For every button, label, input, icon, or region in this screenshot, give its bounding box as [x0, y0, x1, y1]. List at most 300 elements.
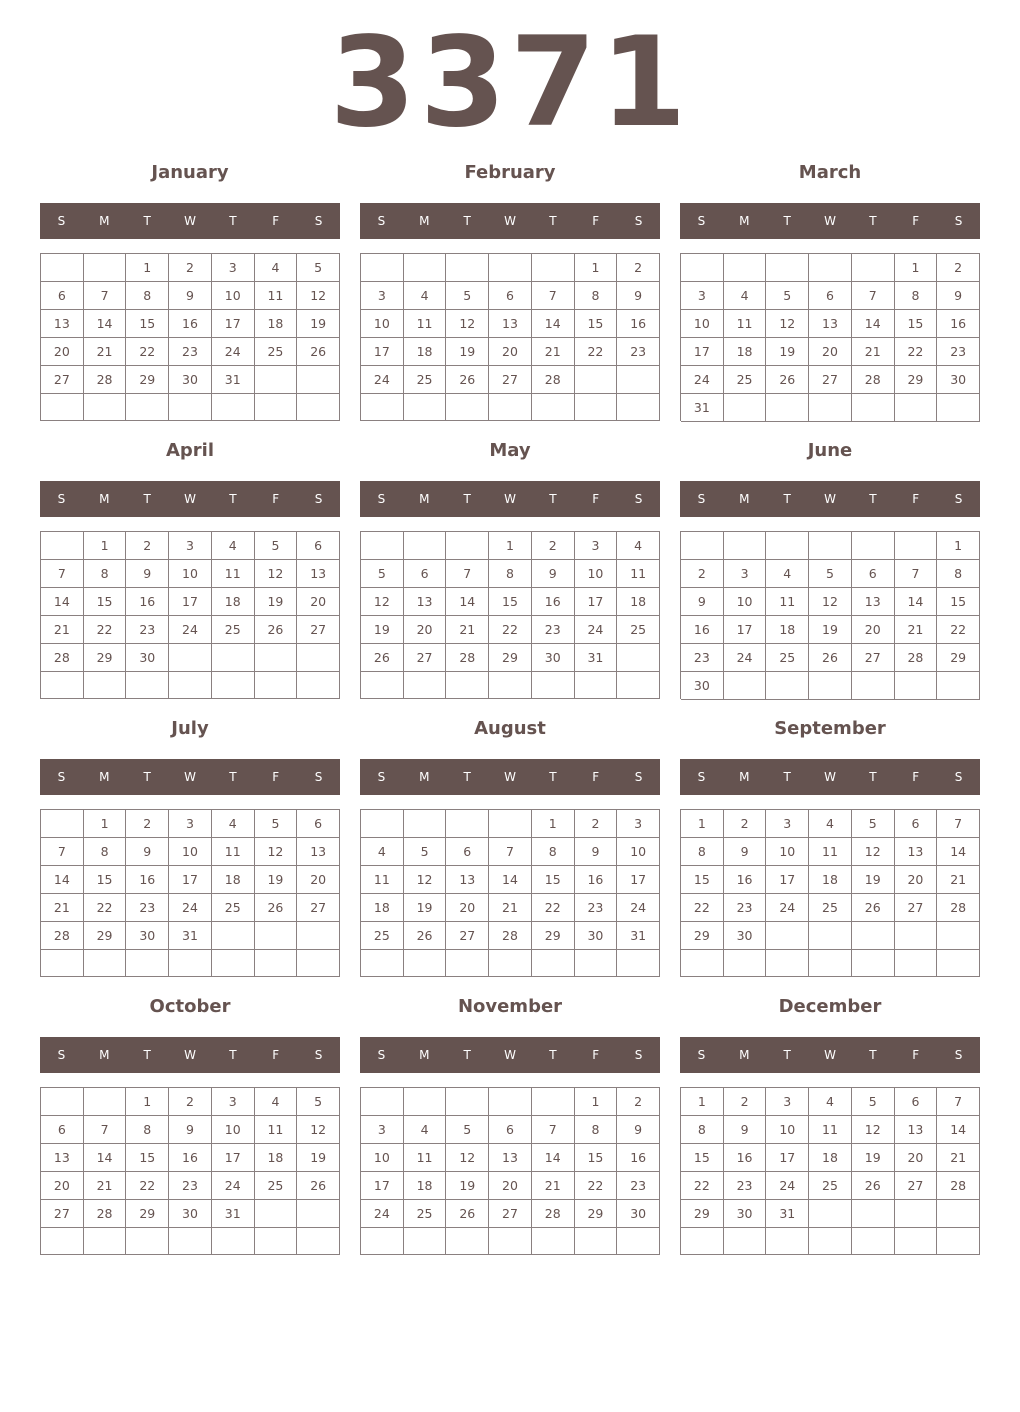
day-grid — [40, 531, 340, 699]
weekday-label: T — [783, 214, 791, 228]
day-cell: 26 — [446, 1200, 489, 1228]
empty-cell — [41, 1088, 84, 1116]
day-cell: 30 — [126, 644, 169, 672]
weekday-header — [360, 1037, 660, 1073]
day-cell: 29 — [84, 644, 127, 672]
day-cell: 8 — [681, 1116, 724, 1144]
empty-cell — [575, 366, 618, 394]
empty-cell — [809, 532, 852, 560]
weekday-label: T — [463, 1048, 471, 1062]
day-cell: 7 — [446, 560, 489, 588]
weekday-label: T — [783, 492, 791, 506]
day-cell: 2 — [724, 1088, 767, 1116]
day-cell: 7 — [895, 560, 938, 588]
day-cell: 30 — [724, 1200, 767, 1228]
day-cell: 13 — [41, 310, 84, 338]
empty-cell — [937, 1200, 980, 1228]
day-cell: 29 — [895, 366, 938, 394]
empty-cell — [446, 810, 489, 838]
weekday-label: S — [954, 770, 963, 784]
weekday-label: T — [549, 492, 557, 506]
day-cell: 27 — [895, 1172, 938, 1200]
empty-cell — [212, 644, 255, 672]
day-cell: 19 — [446, 338, 489, 366]
empty-cell — [809, 254, 852, 282]
day-cell: 18 — [255, 1144, 298, 1172]
day-cell: 15 — [532, 866, 575, 894]
empty-cell — [575, 672, 618, 699]
day-cell: 4 — [809, 810, 852, 838]
day-cell: 21 — [532, 1172, 575, 1200]
weekday-label: F — [912, 1048, 920, 1062]
day-cell: 20 — [489, 1172, 532, 1200]
day-cell: 30 — [724, 922, 767, 950]
weekday-label: T — [783, 1048, 791, 1062]
day-cell: 22 — [681, 894, 724, 922]
empty-cell — [809, 1200, 852, 1228]
day-cell: 24 — [212, 338, 255, 366]
empty-cell — [404, 254, 447, 282]
day-cell: 8 — [895, 282, 938, 310]
empty-cell — [809, 922, 852, 950]
day-cell: 24 — [169, 616, 212, 644]
day-cell: 21 — [489, 894, 532, 922]
weekday-label: T — [143, 1048, 151, 1062]
day-cell: 28 — [532, 366, 575, 394]
day-cell: 1 — [489, 532, 532, 560]
weekday-label: W — [824, 492, 836, 506]
empty-cell — [446, 672, 489, 699]
day-cell: 6 — [895, 810, 938, 838]
day-cell: 9 — [681, 588, 724, 616]
day-cell: 10 — [169, 838, 212, 866]
day-grid — [40, 253, 340, 421]
day-cell: 9 — [126, 560, 169, 588]
weekday-label: F — [272, 214, 280, 228]
day-cell: 4 — [724, 282, 767, 310]
empty-cell — [724, 1228, 767, 1255]
weekday-label: W — [824, 214, 836, 228]
weekday-label: T — [783, 770, 791, 784]
day-cell: 14 — [41, 866, 84, 894]
weekday-label: S — [954, 214, 963, 228]
day-cell: 11 — [361, 866, 404, 894]
day-cell: 11 — [404, 310, 447, 338]
day-cell: 15 — [681, 1144, 724, 1172]
day-cell: 12 — [361, 588, 404, 616]
day-cell: 11 — [404, 1144, 447, 1172]
year-title: 3371 — [329, 11, 691, 155]
day-cell: 25 — [724, 366, 767, 394]
month-title: July — [171, 718, 209, 739]
day-cell: 17 — [575, 588, 618, 616]
empty-cell — [766, 394, 809, 422]
empty-cell — [681, 254, 724, 282]
day-cell: 9 — [575, 838, 618, 866]
day-cell: 5 — [809, 560, 852, 588]
day-grid — [680, 531, 980, 699]
day-cell: 26 — [255, 894, 298, 922]
day-cell: 22 — [84, 894, 127, 922]
day-cell: 14 — [852, 310, 895, 338]
empty-cell — [937, 672, 980, 700]
day-cell: 2 — [937, 254, 980, 282]
empty-cell — [41, 1228, 84, 1255]
empty-cell — [255, 1200, 298, 1228]
day-cell: 3 — [617, 810, 660, 838]
weekday-label: F — [592, 1048, 600, 1062]
day-cell: 13 — [895, 838, 938, 866]
empty-cell — [361, 1088, 404, 1116]
weekday-label: S — [634, 492, 643, 506]
day-cell: 6 — [895, 1088, 938, 1116]
weekday-label: S — [377, 770, 386, 784]
day-cell: 31 — [681, 394, 724, 422]
day-cell: 17 — [361, 1172, 404, 1200]
empty-cell — [532, 254, 575, 282]
day-cell: 1 — [937, 532, 980, 560]
day-cell: 21 — [41, 616, 84, 644]
day-cell: 18 — [404, 338, 447, 366]
weekday-label: S — [377, 1048, 386, 1062]
day-cell: 18 — [724, 338, 767, 366]
empty-cell — [361, 950, 404, 977]
day-cell: 17 — [361, 338, 404, 366]
empty-cell — [852, 922, 895, 950]
empty-cell — [297, 672, 340, 699]
empty-cell — [361, 254, 404, 282]
empty-cell — [809, 950, 852, 977]
empty-cell — [361, 532, 404, 560]
empty-cell — [617, 394, 660, 421]
weekday-label: T — [869, 770, 877, 784]
empty-cell — [617, 950, 660, 977]
empty-cell — [766, 922, 809, 950]
day-cell: 29 — [84, 922, 127, 950]
day-grid — [360, 809, 660, 977]
day-cell: 20 — [404, 616, 447, 644]
empty-cell — [255, 644, 298, 672]
empty-cell — [489, 1088, 532, 1116]
day-cell: 25 — [212, 616, 255, 644]
weekday-label: S — [377, 492, 386, 506]
day-cell: 2 — [532, 532, 575, 560]
day-cell: 6 — [852, 560, 895, 588]
day-cell: 4 — [404, 1116, 447, 1144]
empty-cell — [681, 950, 724, 977]
day-cell: 4 — [212, 532, 255, 560]
empty-cell — [169, 394, 212, 421]
weekday-label: M — [739, 492, 750, 506]
empty-cell — [489, 672, 532, 699]
day-cell: 22 — [126, 1172, 169, 1200]
empty-cell — [766, 254, 809, 282]
weekday-label: W — [824, 1048, 836, 1062]
day-cell: 13 — [852, 588, 895, 616]
day-cell: 13 — [446, 866, 489, 894]
day-cell: 17 — [169, 588, 212, 616]
day-cell: 15 — [84, 866, 127, 894]
day-cell: 23 — [169, 338, 212, 366]
day-cell: 2 — [681, 560, 724, 588]
empty-cell — [937, 950, 980, 977]
day-cell: 14 — [532, 310, 575, 338]
day-cell: 20 — [41, 1172, 84, 1200]
day-cell: 30 — [681, 672, 724, 700]
empty-cell — [681, 532, 724, 560]
day-cell: 15 — [895, 310, 938, 338]
day-cell: 11 — [766, 588, 809, 616]
day-cell: 29 — [937, 644, 980, 672]
empty-cell — [724, 950, 767, 977]
day-cell: 31 — [169, 922, 212, 950]
day-cell: 19 — [404, 894, 447, 922]
day-cell: 3 — [575, 532, 618, 560]
weekday-label: M — [419, 1048, 430, 1062]
empty-cell — [937, 394, 980, 422]
day-cell: 25 — [255, 338, 298, 366]
day-cell: 22 — [895, 338, 938, 366]
weekday-label: S — [954, 492, 963, 506]
day-cell: 7 — [84, 1116, 127, 1144]
day-cell: 5 — [852, 810, 895, 838]
day-cell: 27 — [489, 1200, 532, 1228]
day-cell: 3 — [169, 810, 212, 838]
day-cell: 22 — [937, 616, 980, 644]
day-cell: 13 — [297, 560, 340, 588]
weekday-label: W — [504, 214, 516, 228]
weekday-label: W — [504, 1048, 516, 1062]
empty-cell — [404, 672, 447, 699]
weekday-label: M — [739, 770, 750, 784]
empty-cell — [446, 1228, 489, 1255]
day-cell: 4 — [809, 1088, 852, 1116]
day-cell: 27 — [41, 1200, 84, 1228]
weekday-label: S — [697, 1048, 706, 1062]
empty-cell — [255, 366, 298, 394]
empty-cell — [575, 394, 618, 421]
day-cell: 28 — [84, 1200, 127, 1228]
day-grid — [680, 1087, 980, 1255]
day-cell: 23 — [575, 894, 618, 922]
day-cell: 2 — [126, 532, 169, 560]
month-title: November — [457, 996, 563, 1017]
day-cell: 16 — [126, 866, 169, 894]
empty-cell — [212, 394, 255, 421]
day-grid — [360, 253, 660, 421]
day-cell: 13 — [297, 838, 340, 866]
empty-cell — [617, 644, 660, 672]
empty-cell — [937, 922, 980, 950]
day-cell: 29 — [489, 644, 532, 672]
day-cell: 4 — [617, 532, 660, 560]
day-cell: 3 — [212, 254, 255, 282]
empty-cell — [895, 1200, 938, 1228]
day-cell: 5 — [297, 254, 340, 282]
day-cell: 5 — [852, 1088, 895, 1116]
empty-cell — [84, 950, 127, 977]
day-cell: 12 — [446, 1144, 489, 1172]
day-cell: 4 — [212, 810, 255, 838]
day-cell: 14 — [446, 588, 489, 616]
empty-cell — [126, 672, 169, 699]
day-cell: 7 — [41, 838, 84, 866]
weekday-label: S — [954, 1048, 963, 1062]
weekday-label: T — [463, 492, 471, 506]
day-cell: 19 — [297, 1144, 340, 1172]
month-title: April — [165, 440, 215, 461]
day-cell: 9 — [532, 560, 575, 588]
day-cell: 10 — [724, 588, 767, 616]
weekday-label: T — [229, 492, 237, 506]
weekday-label: M — [419, 492, 430, 506]
weekday-header — [360, 759, 660, 795]
day-cell: 1 — [532, 810, 575, 838]
weekday-label: W — [184, 214, 196, 228]
empty-cell — [169, 672, 212, 699]
empty-cell — [361, 810, 404, 838]
day-cell: 23 — [724, 1172, 767, 1200]
weekday-label: S — [314, 214, 323, 228]
weekday-label: S — [377, 214, 386, 228]
day-cell: 28 — [489, 922, 532, 950]
day-cell: 22 — [575, 338, 618, 366]
day-cell: 21 — [41, 894, 84, 922]
day-cell: 2 — [575, 810, 618, 838]
day-cell: 19 — [255, 866, 298, 894]
empty-cell — [852, 532, 895, 560]
day-cell: 2 — [126, 810, 169, 838]
day-cell: 21 — [532, 338, 575, 366]
day-cell: 31 — [766, 1200, 809, 1228]
empty-cell — [126, 394, 169, 421]
day-cell: 18 — [212, 588, 255, 616]
day-cell: 7 — [852, 282, 895, 310]
weekday-label: T — [549, 214, 557, 228]
day-cell: 10 — [575, 560, 618, 588]
day-cell: 5 — [297, 1088, 340, 1116]
weekday-label: F — [272, 1048, 280, 1062]
empty-cell — [41, 810, 84, 838]
weekday-label: M — [739, 1048, 750, 1062]
day-cell: 6 — [297, 532, 340, 560]
day-cell: 14 — [937, 1116, 980, 1144]
empty-cell — [255, 922, 298, 950]
day-cell: 26 — [404, 922, 447, 950]
day-cell: 7 — [937, 1088, 980, 1116]
day-cell: 21 — [84, 338, 127, 366]
day-cell: 17 — [681, 338, 724, 366]
day-cell: 25 — [766, 644, 809, 672]
month-title: October — [149, 996, 231, 1017]
empty-cell — [852, 254, 895, 282]
day-cell: 15 — [489, 588, 532, 616]
day-cell: 25 — [404, 1200, 447, 1228]
day-cell: 26 — [255, 616, 298, 644]
day-cell: 27 — [895, 894, 938, 922]
day-cell: 14 — [937, 838, 980, 866]
day-cell: 16 — [575, 866, 618, 894]
weekday-label: M — [419, 770, 430, 784]
weekday-header — [680, 1037, 980, 1073]
weekday-label: M — [419, 214, 430, 228]
day-cell: 20 — [297, 588, 340, 616]
weekday-header — [360, 481, 660, 517]
day-cell: 26 — [446, 366, 489, 394]
day-cell: 26 — [852, 894, 895, 922]
weekday-label: T — [143, 214, 151, 228]
day-cell: 21 — [84, 1172, 127, 1200]
weekday-header — [360, 203, 660, 239]
day-cell: 10 — [361, 310, 404, 338]
day-cell: 2 — [617, 1088, 660, 1116]
empty-cell — [895, 1228, 938, 1255]
weekday-label: T — [229, 214, 237, 228]
day-cell: 23 — [126, 894, 169, 922]
day-cell: 24 — [766, 1172, 809, 1200]
empty-cell — [809, 672, 852, 700]
empty-cell — [852, 1200, 895, 1228]
weekday-label: S — [634, 1048, 643, 1062]
weekday-label: W — [184, 770, 196, 784]
day-cell: 27 — [852, 644, 895, 672]
empty-cell — [446, 950, 489, 977]
empty-cell — [255, 1228, 298, 1255]
empty-cell — [617, 366, 660, 394]
day-cell: 1 — [575, 254, 618, 282]
weekday-label: S — [697, 214, 706, 228]
empty-cell — [532, 1228, 575, 1255]
day-cell: 9 — [617, 282, 660, 310]
day-cell: 25 — [809, 894, 852, 922]
weekday-header — [40, 481, 340, 517]
empty-cell — [532, 394, 575, 421]
day-cell: 25 — [617, 616, 660, 644]
empty-cell — [766, 532, 809, 560]
empty-cell — [404, 1088, 447, 1116]
weekday-label: T — [869, 214, 877, 228]
day-cell: 28 — [446, 644, 489, 672]
month-title: February — [464, 162, 556, 183]
day-cell: 23 — [681, 644, 724, 672]
empty-cell — [575, 1228, 618, 1255]
empty-cell — [852, 394, 895, 422]
day-cell: 5 — [361, 560, 404, 588]
day-cell: 1 — [126, 254, 169, 282]
empty-cell — [489, 394, 532, 421]
empty-cell — [361, 672, 404, 699]
day-cell: 18 — [404, 1172, 447, 1200]
empty-cell — [895, 950, 938, 977]
empty-cell — [255, 394, 298, 421]
day-cell: 24 — [724, 644, 767, 672]
day-cell: 31 — [212, 1200, 255, 1228]
day-cell: 14 — [489, 866, 532, 894]
day-cell: 16 — [617, 1144, 660, 1172]
day-cell: 14 — [532, 1144, 575, 1172]
day-cell: 28 — [41, 644, 84, 672]
day-cell: 26 — [297, 1172, 340, 1200]
weekday-label: S — [314, 770, 323, 784]
day-cell: 12 — [446, 310, 489, 338]
day-cell: 29 — [532, 922, 575, 950]
day-cell: 29 — [126, 366, 169, 394]
day-cell: 17 — [212, 1144, 255, 1172]
empty-cell — [766, 672, 809, 700]
day-cell: 13 — [895, 1116, 938, 1144]
day-grid — [680, 809, 980, 977]
day-cell: 12 — [255, 838, 298, 866]
